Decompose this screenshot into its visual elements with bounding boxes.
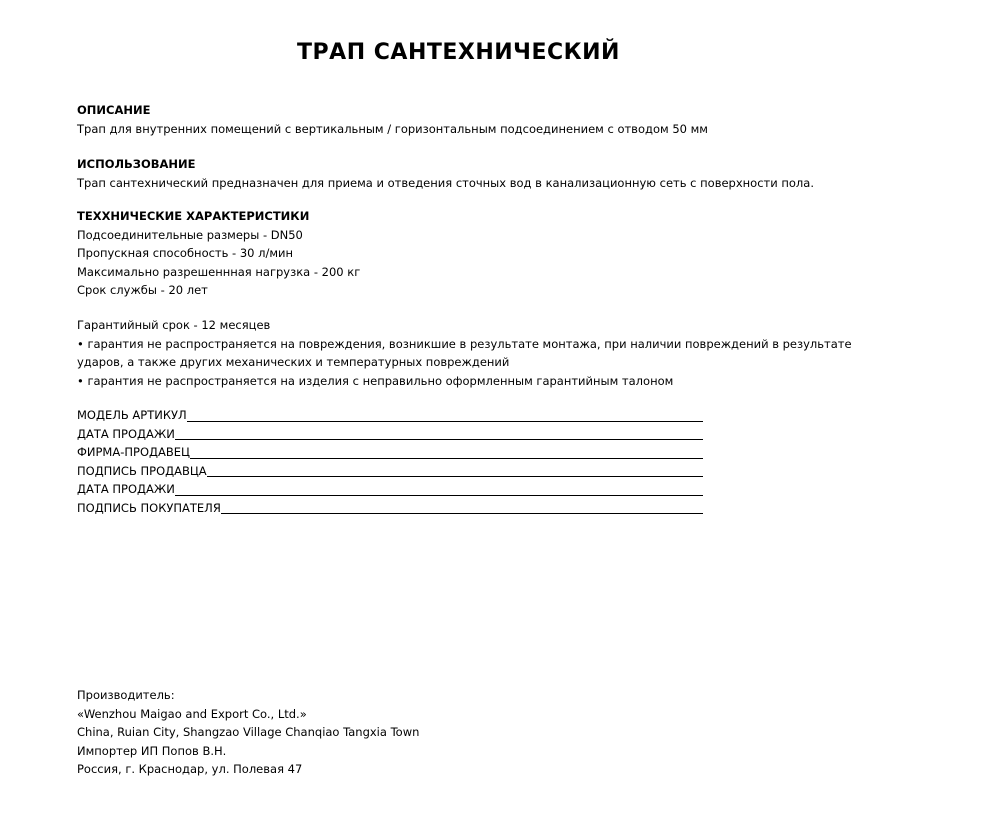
form-blank-buyer-signature[interactable]: [221, 512, 703, 514]
spec-max-load: Максимально разрешеннная нагрузка - 200 кг: [77, 264, 361, 279]
form-blank-seller-signature[interactable]: [207, 475, 703, 477]
importer-address: Россия, г. Краснодар, ул. Полевая 47: [77, 762, 303, 776]
warranty-exclusion-1: • гарантия не распространяется на повреждения, возникшие в результате монтажа, при наличии повреждений в результате: [77, 336, 852, 351]
form-label-seller-signature: ПОДПИСЬ ПРОДАВЦА: [77, 463, 207, 478]
form-label-buyer-signature: ПОДПИСЬ ПОКУПАТЕЛЯ: [77, 500, 221, 515]
form-label-sale-date: ДАТА ПРОДАЖИ: [77, 426, 175, 441]
description-section: [77, 101, 708, 138]
spec-connection-size: Подсоединительные размеры - DN50: [77, 227, 303, 242]
importer-name: Импортер ИП Попов В.Н.: [77, 743, 227, 758]
spec-service-life: Срок службы - 20 лет: [77, 283, 208, 297]
manufacturer-section: [77, 686, 419, 779]
description-heading: ОПИСАНИЕ: [77, 103, 151, 117]
form-blank-sale-date[interactable]: [175, 438, 703, 440]
warranty-form: [77, 406, 703, 517]
form-label-sale-date-2: ДАТА ПРОДАЖИ: [77, 482, 175, 496]
form-label-model: МОДЕЛЬ АРТИКУЛ: [77, 408, 187, 422]
form-blank-model[interactable]: [187, 420, 703, 422]
spec-throughput: Пропускная способность - 30 л/мин: [77, 246, 294, 260]
warranty-exclusion-2: • гарантия не распространяется на изделия с неправильно оформленным гарантийным талоном: [77, 373, 674, 388]
form-field-seller-company[interactable]: [77, 443, 703, 462]
usage-text: Трап сантехнический предназначен для приема и отведения сточных вод в канализационную сеть с поверхности пола.: [77, 175, 814, 190]
specs-heading: ТЕХХНИЧЕСКИЕ ХАРАКТЕРИСТИКИ: [77, 209, 310, 223]
manufacturer-address: China, Ruian City, Shangzao Village Chanqiao Tangxia Town: [77, 725, 420, 739]
form-field-sale-date-2[interactable]: [77, 480, 703, 499]
form-field-seller-signature[interactable]: [77, 462, 703, 481]
page-title: ТРАП САНТЕХНИЧЕСКИЙ: [297, 40, 620, 65]
usage-section: [77, 155, 814, 192]
specs-section: [77, 207, 360, 300]
description-text: Трап для внутренних помещений с вертикальным / горизонтальным подсоединением с отводом 50 мм: [77, 121, 708, 136]
form-field-buyer-signature[interactable]: [77, 499, 703, 518]
form-blank-sale-date-2[interactable]: [175, 494, 703, 496]
warranty-section: [77, 316, 852, 390]
form-blank-seller-company[interactable]: [190, 457, 703, 459]
warranty-period: Гарантийный срок - 12 месяцев: [77, 318, 271, 332]
form-field-model[interactable]: [77, 406, 703, 425]
manufacturer-name: «Wenzhou Maigao and Export Co., Ltd.»: [77, 706, 307, 721]
warranty-exclusion-1-cont: ударов, а также других механических и температурных повреждений: [77, 355, 510, 369]
manufacturer-label: Производитель:: [77, 688, 175, 702]
form-label-seller-company: ФИРМА-ПРОДАВЕЦ: [77, 445, 190, 459]
form-field-sale-date[interactable]: [77, 425, 703, 444]
usage-heading: ИСПОЛЬЗОВАНИЕ: [77, 157, 196, 171]
